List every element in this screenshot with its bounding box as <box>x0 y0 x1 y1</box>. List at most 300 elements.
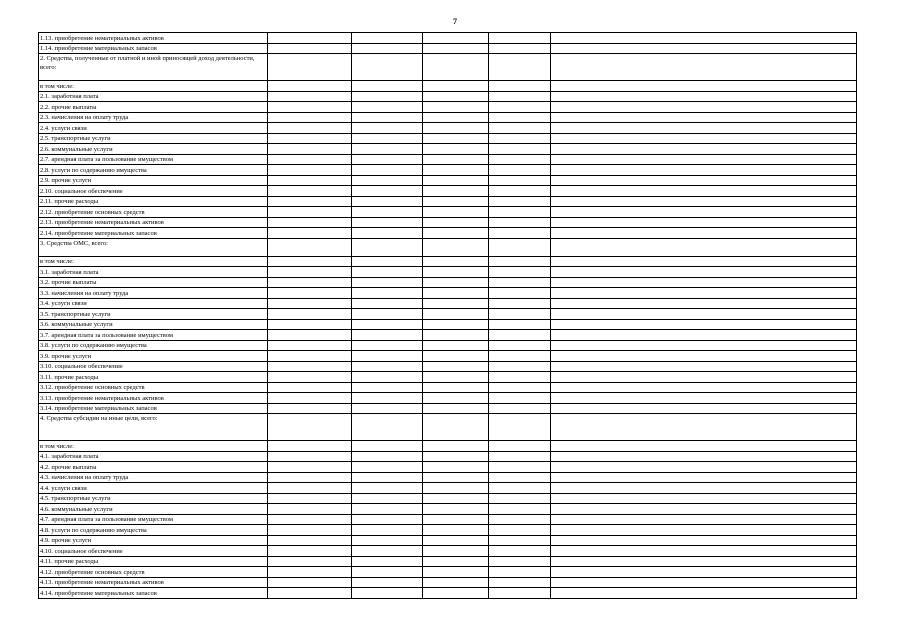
table-cell[interactable] <box>551 133 857 144</box>
table-cell[interactable] <box>423 186 489 197</box>
table-cell[interactable] <box>551 112 857 123</box>
table-cell[interactable] <box>423 577 489 588</box>
table-cell[interactable] <box>352 340 423 351</box>
table-cell[interactable] <box>551 556 857 567</box>
table-cell[interactable] <box>551 154 857 165</box>
table-cell[interactable] <box>268 393 352 404</box>
table-cell[interactable] <box>489 319 551 330</box>
table-cell[interactable] <box>352 175 423 186</box>
table-row <box>39 504 857 515</box>
table-cell[interactable] <box>423 483 489 494</box>
table-cell[interactable] <box>423 441 489 452</box>
table-cell[interactable] <box>489 256 551 267</box>
table-cell[interactable] <box>489 298 551 309</box>
table-cell[interactable] <box>551 361 857 372</box>
table-row <box>39 112 857 123</box>
table-cell[interactable] <box>551 577 857 588</box>
table-cell[interactable] <box>268 351 352 362</box>
table-cell[interactable] <box>551 33 857 44</box>
table-cell[interactable] <box>352 493 423 504</box>
table-cell[interactable] <box>268 33 352 44</box>
table-cell[interactable] <box>551 102 857 113</box>
table-cell[interactable] <box>551 472 857 483</box>
table-cell[interactable] <box>268 267 352 278</box>
table-cell[interactable] <box>489 277 551 288</box>
table-cell[interactable] <box>423 393 489 404</box>
table-cell[interactable] <box>551 217 857 228</box>
table-cell[interactable] <box>489 382 551 393</box>
table-cell[interactable] <box>423 319 489 330</box>
table-cell[interactable] <box>551 351 857 362</box>
table-cell[interactable] <box>352 277 423 288</box>
table-cell[interactable] <box>423 144 489 155</box>
table-cell[interactable] <box>352 483 423 494</box>
table-cell[interactable] <box>268 43 352 54</box>
table-cell[interactable] <box>489 577 551 588</box>
table-cell[interactable] <box>352 319 423 330</box>
table-cell[interactable] <box>268 217 352 228</box>
row-label: 2.2. прочие выплаты <box>39 102 268 113</box>
table-cell[interactable] <box>551 403 857 414</box>
row-label: 3.11. прочие расходы <box>39 372 268 383</box>
table-cell[interactable] <box>551 441 857 452</box>
table-cell[interactable] <box>489 556 551 567</box>
table-cell[interactable] <box>489 361 551 372</box>
table-cell[interactable] <box>489 196 551 207</box>
table-cell[interactable] <box>352 196 423 207</box>
table-cell[interactable] <box>268 186 352 197</box>
table-cell[interactable] <box>423 403 489 414</box>
table-cell[interactable] <box>551 340 857 351</box>
table-row <box>39 546 857 557</box>
table-cell[interactable] <box>489 462 551 473</box>
table-cell[interactable] <box>423 54 489 81</box>
table-cell[interactable] <box>352 207 423 218</box>
table-cell[interactable] <box>489 133 551 144</box>
table-cell[interactable] <box>551 288 857 299</box>
table-cell[interactable] <box>268 372 352 383</box>
page-number: 7 <box>453 17 457 26</box>
table-row <box>39 43 857 54</box>
row-label: 2.10. социальное обеспечение <box>39 186 268 197</box>
table-cell[interactable] <box>352 228 423 239</box>
table-cell[interactable] <box>352 123 423 134</box>
row-label: 2.6. коммунальные услуги <box>39 144 268 155</box>
table-cell[interactable] <box>423 256 489 267</box>
table-cell[interactable] <box>352 462 423 473</box>
table-cell[interactable] <box>489 217 551 228</box>
table-row <box>39 483 857 494</box>
table-cell[interactable] <box>352 309 423 320</box>
table-cell[interactable] <box>268 256 352 267</box>
table-cell[interactable] <box>268 451 352 462</box>
table-cell[interactable] <box>352 504 423 515</box>
table-cell[interactable] <box>423 546 489 557</box>
table-cell[interactable] <box>423 43 489 54</box>
table-cell[interactable] <box>352 144 423 155</box>
table-cell[interactable] <box>352 382 423 393</box>
table-cell[interactable] <box>423 175 489 186</box>
table-cell[interactable] <box>352 535 423 546</box>
table-cell[interactable] <box>423 556 489 567</box>
table-cell[interactable] <box>551 256 857 267</box>
table-cell[interactable] <box>489 81 551 92</box>
table-cell[interactable] <box>489 525 551 536</box>
table-cell[interactable] <box>352 414 423 441</box>
table-cell[interactable] <box>423 207 489 218</box>
table-cell[interactable] <box>489 91 551 102</box>
table-cell[interactable] <box>352 451 423 462</box>
table-cell[interactable] <box>268 546 352 557</box>
table-cell[interactable] <box>489 228 551 239</box>
table-cell[interactable] <box>268 577 352 588</box>
table-cell[interactable] <box>489 514 551 525</box>
table-cell[interactable] <box>268 340 352 351</box>
table-cell[interactable] <box>551 298 857 309</box>
table-cell[interactable] <box>352 267 423 278</box>
table-cell[interactable] <box>268 207 352 218</box>
table-row <box>39 567 857 578</box>
table-cell[interactable] <box>551 54 857 81</box>
table-cell[interactable] <box>423 472 489 483</box>
table-cell[interactable] <box>268 414 352 441</box>
table-cell[interactable] <box>352 91 423 102</box>
row-label: 2.7. арендная плата за пользование имуществом <box>39 154 268 165</box>
table-cell[interactable] <box>489 238 551 256</box>
table-cell[interactable] <box>268 382 352 393</box>
table-cell[interactable] <box>268 567 352 578</box>
table-cell[interactable] <box>352 81 423 92</box>
table-cell[interactable] <box>268 330 352 341</box>
table-cell[interactable] <box>489 112 551 123</box>
table-cell[interactable] <box>423 238 489 256</box>
table-cell[interactable] <box>423 33 489 44</box>
table-cell[interactable] <box>268 504 352 515</box>
row-label: 2.5. транспортные услуги <box>39 133 268 144</box>
table-row <box>39 577 857 588</box>
table-cell[interactable] <box>551 186 857 197</box>
table-cell[interactable] <box>551 319 857 330</box>
table-cell[interactable] <box>352 256 423 267</box>
table-cell[interactable] <box>489 535 551 546</box>
table-cell[interactable] <box>423 196 489 207</box>
table-cell[interactable] <box>352 133 423 144</box>
row-label: 2.3. начисления на оплату труда <box>39 112 268 123</box>
table-row <box>39 256 857 267</box>
table-cell[interactable] <box>551 81 857 92</box>
table-cell[interactable] <box>489 330 551 341</box>
table-cell[interactable] <box>489 43 551 54</box>
table-cell[interactable] <box>489 186 551 197</box>
table-cell[interactable] <box>423 414 489 441</box>
table-cell[interactable] <box>551 451 857 462</box>
table-cell[interactable] <box>352 577 423 588</box>
table-row <box>39 340 857 351</box>
table-cell[interactable] <box>423 309 489 320</box>
table-cell[interactable] <box>268 441 352 452</box>
table-cell[interactable] <box>489 309 551 320</box>
table-row <box>39 330 857 341</box>
table-cell[interactable] <box>489 393 551 404</box>
table-cell[interactable] <box>551 535 857 546</box>
table-cell[interactable] <box>423 361 489 372</box>
table-cell[interactable] <box>423 277 489 288</box>
table-cell[interactable] <box>268 165 352 176</box>
table-cell[interactable] <box>268 472 352 483</box>
table-cell[interactable] <box>268 556 352 567</box>
budget-table <box>38 32 857 599</box>
table-cell[interactable] <box>268 144 352 155</box>
table-cell[interactable] <box>352 43 423 54</box>
table-cell[interactable] <box>352 288 423 299</box>
table-row <box>39 133 857 144</box>
table-cell[interactable] <box>268 309 352 320</box>
table-cell[interactable] <box>489 567 551 578</box>
table-cell[interactable] <box>352 556 423 567</box>
table-cell[interactable] <box>423 298 489 309</box>
table-cell[interactable] <box>489 493 551 504</box>
table-cell[interactable] <box>489 504 551 515</box>
table-cell[interactable] <box>551 567 857 578</box>
table-cell[interactable] <box>352 514 423 525</box>
table-cell[interactable] <box>423 372 489 383</box>
table-row <box>39 123 857 134</box>
table-cell[interactable] <box>423 504 489 515</box>
table-cell[interactable] <box>352 102 423 113</box>
table-cell[interactable] <box>489 267 551 278</box>
table-cell[interactable] <box>423 91 489 102</box>
row-label: 3.3. начисления на оплату труда <box>39 288 268 299</box>
table-cell[interactable] <box>423 165 489 176</box>
table-cell[interactable] <box>423 535 489 546</box>
table-cell[interactable] <box>268 123 352 134</box>
table-cell[interactable] <box>551 393 857 404</box>
table-cell[interactable] <box>268 196 352 207</box>
table-cell[interactable] <box>268 54 352 81</box>
table-cell[interactable] <box>352 472 423 483</box>
table-cell[interactable] <box>489 483 551 494</box>
table-cell[interactable] <box>423 493 489 504</box>
table-row <box>39 451 857 462</box>
table-cell[interactable] <box>551 483 857 494</box>
table-cell[interactable] <box>551 525 857 536</box>
table-cell[interactable] <box>352 393 423 404</box>
table-cell[interactable] <box>268 361 352 372</box>
table-cell[interactable] <box>489 403 551 414</box>
table-cell[interactable] <box>489 288 551 299</box>
table-cell[interactable] <box>268 81 352 92</box>
table-cell[interactable] <box>551 267 857 278</box>
table-cell[interactable] <box>423 451 489 462</box>
table-cell[interactable] <box>489 472 551 483</box>
table-row <box>39 414 857 441</box>
table-cell[interactable] <box>551 43 857 54</box>
table-row <box>39 441 857 452</box>
table-cell[interactable] <box>352 441 423 452</box>
table-cell[interactable] <box>268 238 352 256</box>
table-cell[interactable] <box>352 351 423 362</box>
table-cell[interactable] <box>352 298 423 309</box>
table-cell[interactable] <box>352 217 423 228</box>
table-cell[interactable] <box>423 330 489 341</box>
table-cell[interactable] <box>489 340 551 351</box>
table-cell[interactable] <box>489 54 551 81</box>
table-cell[interactable] <box>423 102 489 113</box>
table-cell[interactable] <box>551 228 857 239</box>
row-label: 3.1. заработная плата <box>39 267 268 278</box>
table-cell[interactable] <box>551 123 857 134</box>
table-cell[interactable] <box>352 361 423 372</box>
table-cell[interactable] <box>268 133 352 144</box>
table-cell[interactable] <box>423 462 489 473</box>
table-cell[interactable] <box>551 382 857 393</box>
table-cell[interactable] <box>352 33 423 44</box>
table-cell[interactable] <box>551 588 857 599</box>
row-label: 2.13. приобретение нематериальных активов <box>39 217 268 228</box>
table-cell[interactable] <box>268 319 352 330</box>
row-label: 4.6. коммунальные услуги <box>39 504 268 515</box>
table-cell[interactable] <box>489 546 551 557</box>
table-cell[interactable] <box>489 588 551 599</box>
table-cell[interactable] <box>489 102 551 113</box>
table-cell[interactable] <box>352 238 423 256</box>
table-cell[interactable] <box>268 228 352 239</box>
table-cell[interactable] <box>423 123 489 134</box>
table-cell[interactable] <box>423 112 489 123</box>
table-cell[interactable] <box>423 514 489 525</box>
table-cell[interactable] <box>489 154 551 165</box>
table-cell[interactable] <box>551 91 857 102</box>
table-cell[interactable] <box>268 154 352 165</box>
table-cell[interactable] <box>489 175 551 186</box>
table-cell[interactable] <box>268 588 352 599</box>
table-cell[interactable] <box>352 372 423 383</box>
table-cell[interactable] <box>352 154 423 165</box>
table-cell[interactable] <box>551 175 857 186</box>
table-cell[interactable] <box>489 351 551 362</box>
table-cell[interactable] <box>489 372 551 383</box>
table-cell[interactable] <box>423 133 489 144</box>
table-cell[interactable] <box>352 165 423 176</box>
row-label: 2.4. услуги связи <box>39 123 268 134</box>
table-cell[interactable] <box>423 588 489 599</box>
table-row <box>39 535 857 546</box>
table-cell[interactable] <box>551 277 857 288</box>
table-cell[interactable] <box>489 451 551 462</box>
table-cell[interactable] <box>268 525 352 536</box>
table-cell[interactable] <box>352 525 423 536</box>
table-cell[interactable] <box>352 403 423 414</box>
table-cell[interactable] <box>352 546 423 557</box>
row-label: 2.12. приобретение основных средств <box>39 207 268 218</box>
row-label: 4.8. услуги по содержанию имущества <box>39 525 268 536</box>
table-cell[interactable] <box>489 33 551 44</box>
table-cell[interactable] <box>551 462 857 473</box>
table-cell[interactable] <box>489 414 551 441</box>
table-cell[interactable] <box>423 228 489 239</box>
table-cell[interactable] <box>423 340 489 351</box>
row-label: 1.14. приобретение материальных запасов <box>39 43 268 54</box>
table-row <box>39 288 857 299</box>
table-cell[interactable] <box>423 382 489 393</box>
table-row <box>39 91 857 102</box>
row-label: 3.2. прочие выплаты <box>39 277 268 288</box>
row-label: 3.13. приобретение нематериальных активов <box>39 393 268 404</box>
table-cell[interactable] <box>268 483 352 494</box>
table-cell[interactable] <box>423 217 489 228</box>
table-cell[interactable] <box>268 298 352 309</box>
table-cell[interactable] <box>268 175 352 186</box>
table-cell[interactable] <box>551 330 857 341</box>
table-cell[interactable] <box>352 186 423 197</box>
row-label: 4.9. прочие услуги <box>39 535 268 546</box>
table-cell[interactable] <box>268 493 352 504</box>
table-cell[interactable] <box>352 330 423 341</box>
table-cell[interactable] <box>551 144 857 155</box>
table-cell[interactable] <box>268 462 352 473</box>
table-cell[interactable] <box>352 54 423 81</box>
table-row <box>39 196 857 207</box>
table-cell[interactable] <box>551 546 857 557</box>
table-cell[interactable] <box>423 81 489 92</box>
row-label: 3.5. транспортные услуги <box>39 309 268 320</box>
row-label: 4.13. приобретение нематериальных активов <box>39 577 268 588</box>
row-label: 2.1. заработная плата <box>39 91 268 102</box>
row-label: в том числе: <box>39 441 268 452</box>
table-cell[interactable] <box>268 514 352 525</box>
table-cell[interactable] <box>268 288 352 299</box>
table-cell[interactable] <box>551 514 857 525</box>
row-label: 4.3. начисления на оплату труда <box>39 472 268 483</box>
table-row <box>39 33 857 44</box>
table-cell[interactable] <box>551 309 857 320</box>
table-cell[interactable] <box>489 207 551 218</box>
row-label: 4.10. социальное обеспечение <box>39 546 268 557</box>
table-cell[interactable] <box>268 91 352 102</box>
table-cell[interactable] <box>551 504 857 515</box>
table-cell[interactable] <box>268 102 352 113</box>
row-label: 4.11. прочие расходы <box>39 556 268 567</box>
table-cell[interactable] <box>352 567 423 578</box>
table-cell[interactable] <box>489 144 551 155</box>
table-row <box>39 298 857 309</box>
table-cell[interactable] <box>489 441 551 452</box>
table-cell[interactable] <box>352 588 423 599</box>
table-cell[interactable] <box>268 403 352 414</box>
table-cell[interactable] <box>551 493 857 504</box>
table-row <box>39 493 857 504</box>
table-cell[interactable] <box>551 165 857 176</box>
table-cell[interactable] <box>423 267 489 278</box>
table-cell[interactable] <box>268 277 352 288</box>
table-cell[interactable] <box>551 414 857 441</box>
table-cell[interactable] <box>551 372 857 383</box>
table-cell[interactable] <box>352 112 423 123</box>
table-cell[interactable] <box>551 238 857 256</box>
table-cell[interactable] <box>423 288 489 299</box>
table-cell[interactable] <box>268 112 352 123</box>
table-cell[interactable] <box>551 196 857 207</box>
table-cell[interactable] <box>423 525 489 536</box>
row-label: 2.14. приобретение материальных запасов <box>39 228 268 239</box>
table-cell[interactable] <box>489 123 551 134</box>
table-cell[interactable] <box>423 154 489 165</box>
table-cell[interactable] <box>423 351 489 362</box>
table-cell[interactable] <box>551 207 857 218</box>
table-cell[interactable] <box>423 567 489 578</box>
table-cell[interactable] <box>268 535 352 546</box>
table-cell[interactable] <box>489 165 551 176</box>
